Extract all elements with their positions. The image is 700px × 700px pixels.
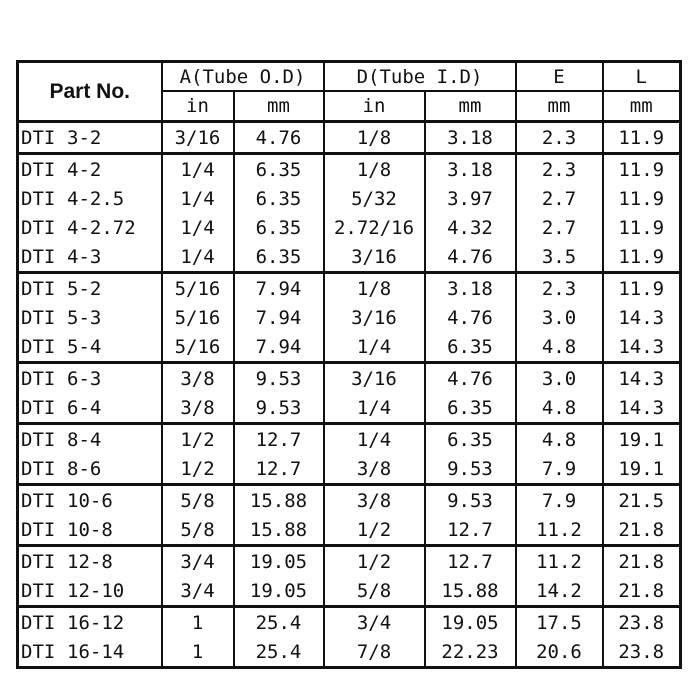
d-mm-cell: 3.18 xyxy=(425,273,516,304)
part-prefix: DTI xyxy=(21,640,56,663)
part-prefix: DTI xyxy=(21,306,56,329)
part-number: 4-2.5 xyxy=(67,187,125,210)
l-mm-cell: 21.8 xyxy=(603,515,681,546)
a-mm-cell: 25.4 xyxy=(234,637,324,668)
part-no-cell xyxy=(18,303,162,332)
part-prefix: DTI xyxy=(21,579,56,602)
d-mm-cell: 3.18 xyxy=(425,154,516,185)
a-in-cell: 1/4 xyxy=(162,213,234,242)
d-in-cell: 3/16 xyxy=(324,242,425,273)
a-mm-unit: mm xyxy=(234,91,324,122)
part-number: 8-4 xyxy=(67,428,102,451)
part-no-cell xyxy=(18,363,162,394)
d-mm-cell: 4.32 xyxy=(425,213,516,242)
e-mm-cell: 17.5 xyxy=(516,607,603,638)
table-header xyxy=(18,62,681,122)
a-mm-cell: 9.53 xyxy=(234,363,324,394)
e-mm-cell: 2.3 xyxy=(516,154,603,185)
d-mm-cell: 6.35 xyxy=(425,332,516,363)
table-row xyxy=(18,637,681,668)
d-in-cell: 1/2 xyxy=(324,546,425,577)
a-in-cell: 1/2 xyxy=(162,454,234,485)
part-prefix: DTI xyxy=(21,335,56,358)
col-e-header: E xyxy=(516,62,603,92)
part-prefix: DTI xyxy=(21,187,56,210)
part-number: 3-2 xyxy=(67,126,102,149)
table-body xyxy=(18,122,681,668)
d-in-unit: in xyxy=(324,91,425,122)
part-number: 10-8 xyxy=(67,518,113,541)
a-mm-cell: 7.94 xyxy=(234,303,324,332)
table-row xyxy=(18,363,681,394)
part-no-cell xyxy=(18,273,162,304)
d-mm-cell: 19.05 xyxy=(425,607,516,638)
table-row xyxy=(18,213,681,242)
e-mm-cell: 2.7 xyxy=(516,184,603,213)
part-no-cell xyxy=(18,332,162,363)
table-row xyxy=(18,393,681,424)
d-in-cell: 3/8 xyxy=(324,454,425,485)
a-in-unit: in xyxy=(162,91,234,122)
d-in-cell: 1/2 xyxy=(324,515,425,546)
d-in-cell: 1/8 xyxy=(324,122,425,154)
d-in-cell: 3/16 xyxy=(324,303,425,332)
a-in-cell: 5/8 xyxy=(162,485,234,516)
e-mm-cell: 4.8 xyxy=(516,332,603,363)
l-mm-cell: 11.9 xyxy=(603,184,681,213)
part-number: 10-6 xyxy=(67,489,113,512)
a-mm-cell: 12.7 xyxy=(234,454,324,485)
d-in-cell: 1/4 xyxy=(324,332,425,363)
part-prefix: DTI xyxy=(21,245,56,268)
table-row xyxy=(18,607,681,638)
a-in-cell: 1/4 xyxy=(162,242,234,273)
part-number: 4-2.72 xyxy=(67,216,136,239)
d-mm-cell: 4.76 xyxy=(425,303,516,332)
d-in-cell: 3/16 xyxy=(324,363,425,394)
part-prefix: DTI xyxy=(21,611,56,634)
part-no-cell xyxy=(18,637,162,668)
part-no-cell xyxy=(18,546,162,577)
l-mm-cell: 23.8 xyxy=(603,607,681,638)
l-mm-cell: 14.3 xyxy=(603,393,681,424)
part-no-cell xyxy=(18,242,162,273)
e-mm-cell: 2.3 xyxy=(516,122,603,154)
table-row xyxy=(18,184,681,213)
part-no-cell xyxy=(18,454,162,485)
d-mm-cell: 3.18 xyxy=(425,122,516,154)
a-in-cell: 1 xyxy=(162,637,234,668)
d-in-cell: 1/8 xyxy=(324,273,425,304)
a-mm-cell: 19.05 xyxy=(234,546,324,577)
part-number: 5-2 xyxy=(67,277,102,300)
d-mm-cell: 12.7 xyxy=(425,546,516,577)
a-in-cell: 5/16 xyxy=(162,273,234,304)
a-in-cell: 5/8 xyxy=(162,515,234,546)
d-in-cell: 3/8 xyxy=(324,485,425,516)
col-l-header: L xyxy=(603,62,681,92)
part-no-cell xyxy=(18,515,162,546)
e-mm-cell: 3.0 xyxy=(516,303,603,332)
a-mm-cell: 4.76 xyxy=(234,122,324,154)
l-mm-cell: 14.3 xyxy=(603,363,681,394)
d-mm-cell: 4.76 xyxy=(425,242,516,273)
d-in-cell: 2.72/16 xyxy=(324,213,425,242)
part-number: 6-3 xyxy=(67,367,102,390)
a-mm-cell: 9.53 xyxy=(234,393,324,424)
a-mm-cell: 15.88 xyxy=(234,485,324,516)
d-in-cell: 1/8 xyxy=(324,154,425,185)
table-row xyxy=(18,303,681,332)
l-mm-cell: 14.3 xyxy=(603,303,681,332)
table-row xyxy=(18,454,681,485)
part-prefix: DTI xyxy=(21,126,56,149)
part-no-cell xyxy=(18,576,162,607)
part-no-header: Part No. xyxy=(18,62,162,122)
table-row xyxy=(18,332,681,363)
e-mm-cell: 7.9 xyxy=(516,454,603,485)
l-mm-cell: 19.1 xyxy=(603,424,681,455)
l-mm-cell: 21.8 xyxy=(603,576,681,607)
l-mm-cell: 11.9 xyxy=(603,213,681,242)
a-mm-cell: 25.4 xyxy=(234,607,324,638)
part-prefix: DTI xyxy=(21,396,56,419)
e-mm-cell: 4.8 xyxy=(516,424,603,455)
l-mm-unit: mm xyxy=(603,91,681,122)
a-mm-cell: 7.94 xyxy=(234,273,324,304)
table-row xyxy=(18,154,681,185)
part-number: 8-6 xyxy=(67,457,102,480)
part-number: 16-12 xyxy=(67,611,125,634)
l-mm-cell: 23.8 xyxy=(603,637,681,668)
d-mm-unit: mm xyxy=(425,91,516,122)
l-mm-cell: 11.9 xyxy=(603,242,681,273)
part-no-cell xyxy=(18,424,162,455)
a-mm-cell: 6.35 xyxy=(234,242,324,273)
part-prefix: DTI xyxy=(21,158,56,181)
a-in-cell: 1 xyxy=(162,607,234,638)
a-mm-cell: 6.35 xyxy=(234,184,324,213)
l-mm-cell: 11.9 xyxy=(603,154,681,185)
l-mm-cell: 11.9 xyxy=(603,122,681,154)
part-number: 6-4 xyxy=(67,396,102,419)
a-in-cell: 3/4 xyxy=(162,546,234,577)
d-mm-cell: 6.35 xyxy=(425,393,516,424)
part-number: 12-8 xyxy=(67,550,113,573)
table-row xyxy=(18,515,681,546)
e-mm-cell: 14.2 xyxy=(516,576,603,607)
part-no-cell xyxy=(18,485,162,516)
e-mm-cell: 11.2 xyxy=(516,515,603,546)
a-in-cell: 5/16 xyxy=(162,303,234,332)
e-mm-cell: 2.7 xyxy=(516,213,603,242)
part-number: 5-4 xyxy=(67,335,102,358)
a-mm-cell: 19.05 xyxy=(234,576,324,607)
a-in-cell: 3/4 xyxy=(162,576,234,607)
table-row xyxy=(18,424,681,455)
a-in-cell: 3/16 xyxy=(162,122,234,154)
part-no-cell xyxy=(18,393,162,424)
e-mm-cell: 11.2 xyxy=(516,546,603,577)
table-row xyxy=(18,546,681,577)
a-in-cell: 1/4 xyxy=(162,184,234,213)
part-prefix: DTI xyxy=(21,428,56,451)
part-prefix: DTI xyxy=(21,457,56,480)
part-no-cell xyxy=(18,122,162,154)
col-d-header: D(Tube I.D) xyxy=(324,62,516,92)
e-mm-cell: 2.3 xyxy=(516,273,603,304)
a-mm-cell: 6.35 xyxy=(234,213,324,242)
part-prefix: DTI xyxy=(21,489,56,512)
l-mm-cell: 11.9 xyxy=(603,273,681,304)
part-number: 4-2 xyxy=(67,158,102,181)
e-mm-cell: 7.9 xyxy=(516,485,603,516)
l-mm-cell: 21.8 xyxy=(603,546,681,577)
d-mm-cell: 9.53 xyxy=(425,454,516,485)
part-number: 5-3 xyxy=(67,306,102,329)
a-mm-cell: 12.7 xyxy=(234,424,324,455)
e-mm-cell: 20.6 xyxy=(516,637,603,668)
a-mm-cell: 15.88 xyxy=(234,515,324,546)
part-no-cell xyxy=(18,154,162,185)
l-mm-cell: 19.1 xyxy=(603,454,681,485)
a-in-cell: 1/4 xyxy=(162,154,234,185)
d-in-cell: 5/8 xyxy=(324,576,425,607)
part-no-cell xyxy=(18,607,162,638)
a-mm-cell: 7.94 xyxy=(234,332,324,363)
a-mm-cell: 6.35 xyxy=(234,154,324,185)
part-prefix: DTI xyxy=(21,277,56,300)
part-prefix: DTI xyxy=(21,367,56,390)
d-in-cell: 1/4 xyxy=(324,393,425,424)
table-row xyxy=(18,576,681,607)
d-in-cell: 1/4 xyxy=(324,424,425,455)
d-in-cell: 3/4 xyxy=(324,607,425,638)
part-prefix: DTI xyxy=(21,216,56,239)
a-in-cell: 3/8 xyxy=(162,363,234,394)
d-mm-cell: 4.76 xyxy=(425,363,516,394)
l-mm-cell: 21.5 xyxy=(603,485,681,516)
part-number: 4-3 xyxy=(67,245,102,268)
d-mm-cell: 12.7 xyxy=(425,515,516,546)
d-mm-cell: 6.35 xyxy=(425,424,516,455)
part-prefix: DTI xyxy=(21,518,56,541)
d-mm-cell: 15.88 xyxy=(425,576,516,607)
d-mm-cell: 3.97 xyxy=(425,184,516,213)
d-mm-cell: 22.23 xyxy=(425,637,516,668)
part-number: 16-14 xyxy=(67,640,125,663)
part-number: 12-10 xyxy=(67,579,125,602)
e-mm-cell: 3.5 xyxy=(516,242,603,273)
e-mm-unit: mm xyxy=(516,91,603,122)
part-no-cell xyxy=(18,184,162,213)
e-mm-cell: 3.0 xyxy=(516,363,603,394)
e-mm-cell: 4.8 xyxy=(516,393,603,424)
a-in-cell: 5/16 xyxy=(162,332,234,363)
a-in-cell: 1/2 xyxy=(162,424,234,455)
a-in-cell: 3/8 xyxy=(162,393,234,424)
dimensions-table xyxy=(16,60,682,669)
table-row xyxy=(18,242,681,273)
part-prefix: DTI xyxy=(21,550,56,573)
d-mm-cell: 9.53 xyxy=(425,485,516,516)
col-a-header: A(Tube O.D) xyxy=(162,62,324,92)
table-row xyxy=(18,273,681,304)
table-row xyxy=(18,122,681,154)
d-in-cell: 5/32 xyxy=(324,184,425,213)
part-no-cell xyxy=(18,213,162,242)
l-mm-cell: 14.3 xyxy=(603,332,681,363)
d-in-cell: 7/8 xyxy=(324,637,425,668)
table-row xyxy=(18,485,681,516)
